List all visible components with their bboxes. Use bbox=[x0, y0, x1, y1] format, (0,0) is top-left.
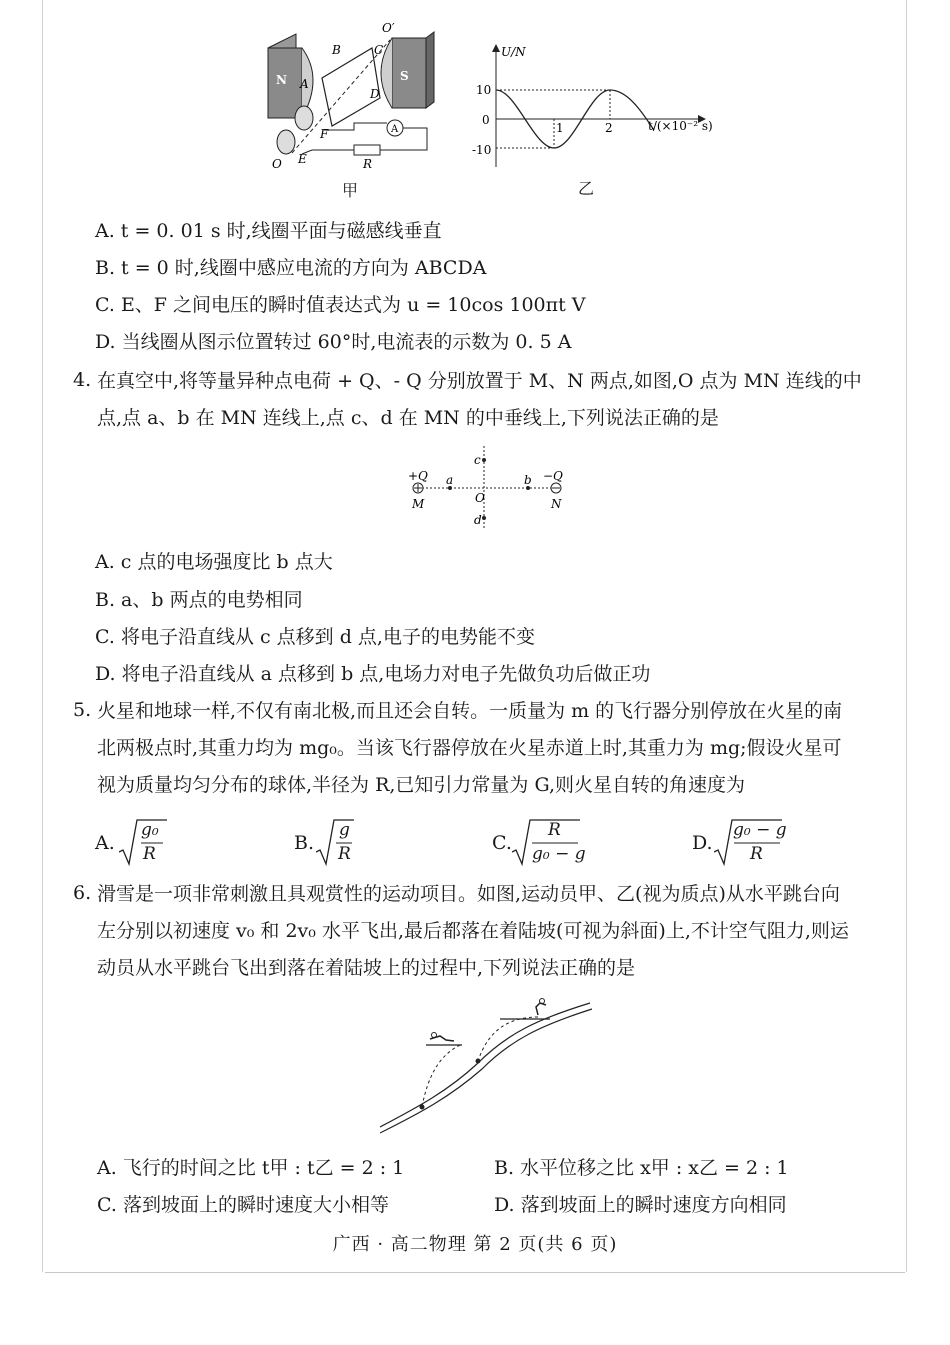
label-R: R bbox=[363, 157, 373, 171]
q5-option-a-num: g₀ bbox=[141, 820, 159, 840]
label-F: F bbox=[320, 127, 329, 141]
ammeter-label: A bbox=[391, 124, 399, 135]
q5-option-b-label: B. bbox=[294, 832, 315, 854]
point-o-label: O bbox=[475, 491, 485, 505]
q3-option-c: C. E、F 之间电压的瞬时值表达式为 u = 10cos 100πt V bbox=[95, 294, 586, 316]
q4-number: 4. bbox=[73, 369, 92, 391]
q4-option-b: B. a、b 两点的电势相同 bbox=[95, 589, 303, 611]
q5-option-c-num: R bbox=[548, 820, 561, 840]
voltage-graph bbox=[470, 42, 720, 177]
q6-option-b: B. 水平位移之比 x甲 : x乙 = 2 : 1 bbox=[494, 1157, 789, 1179]
y-tick-0: 0 bbox=[482, 113, 490, 127]
x-axis-label: t/(×10⁻² s) bbox=[648, 119, 713, 133]
q3-option-b: B. t = 0 时,线圈中感应电流的方向为 ABCDA bbox=[95, 257, 487, 279]
left-margin-line bbox=[42, 0, 43, 1272]
q5-option-b-num: g bbox=[339, 820, 350, 840]
q6-option-a: A. 飞行的时间之比 t甲 : t乙 = 2 : 1 bbox=[97, 1157, 405, 1179]
q6-option-c: C. 落到坡面上的瞬时速度大小相等 bbox=[97, 1194, 389, 1216]
q5-number: 5. bbox=[73, 699, 92, 721]
figure-jia-caption: 甲 bbox=[342, 181, 359, 200]
q4-option-a: A. c 点的电场强度比 b 点大 bbox=[95, 551, 333, 573]
q5-option-d-num: g₀ − g bbox=[733, 820, 787, 840]
q6-number: 6. bbox=[73, 882, 92, 904]
charge-figure bbox=[400, 440, 580, 532]
label-B: B bbox=[332, 43, 341, 57]
label-D: D bbox=[370, 87, 380, 101]
footer-rule bbox=[45, 1272, 905, 1273]
ski-slope-figure bbox=[378, 995, 598, 1135]
label-C: C bbox=[374, 43, 384, 57]
q4-option-c: C. 将电子沿直线从 c 点移到 d 点,电子的电势能不变 bbox=[95, 626, 535, 648]
q5-line-3: 视为质量均匀分布的球体,半径为 R,已知引力常量为 G,则火星自转的角速度为 bbox=[97, 774, 746, 796]
label-N: N bbox=[276, 73, 287, 87]
q6-option-d: D. 落到坡面上的瞬时速度方向相同 bbox=[494, 1194, 787, 1216]
q5-line-1: 火星和地球一样,不仅有南北极,而且还会自转。一质量为 m 的飞行器分别停放在火星的南 bbox=[97, 700, 843, 722]
point-a-label: a bbox=[446, 473, 454, 487]
q5-option-d-den: R bbox=[750, 844, 763, 864]
q6-line-3: 动员从水平跳台飞出到落在着陆坡上的过程中,下列说法正确的是 bbox=[97, 957, 636, 979]
label-A: A bbox=[300, 77, 309, 91]
point-b-label: b bbox=[524, 473, 532, 487]
y-axis-label: U/N bbox=[501, 45, 526, 59]
point-c-label: c bbox=[474, 453, 481, 467]
minus-q-label: −Q bbox=[543, 469, 563, 483]
label-O: O bbox=[272, 157, 282, 171]
y-tick-neg10: -10 bbox=[472, 143, 492, 157]
figure-yi-caption: 乙 bbox=[578, 179, 595, 198]
point-n-label: N bbox=[551, 497, 562, 511]
q5-option-a-label: A. bbox=[95, 832, 115, 854]
q5-option-d-label: D. bbox=[692, 832, 713, 854]
point-m-label: M bbox=[412, 497, 425, 511]
q3-option-d: D. 当线圈从图示位置转过 60°时,电流表的示数为 0. 5 A bbox=[95, 331, 572, 353]
q5-line-2: 北两极点时,其重力均为 mg₀。当该飞行器停放在火星赤道上时,其重力为 mg;假设火星可 bbox=[97, 737, 842, 759]
q5-option-c-label: C. bbox=[492, 832, 512, 854]
q5-option-c-den: g₀ − g bbox=[532, 844, 586, 864]
point-d-label: d bbox=[474, 513, 482, 527]
q3-option-a: A. t = 0. 01 s 时,线圈平面与磁感线垂直 bbox=[95, 220, 442, 242]
plus-q-label: +Q bbox=[408, 469, 428, 483]
label-O-prime: O′ bbox=[382, 21, 395, 35]
q4-line-1: 在真空中,将等量异种点电荷 + Q、- Q 分别放置于 M、N 两点,如图,O 点为 MN 连线的中 bbox=[97, 370, 862, 392]
right-margin-line bbox=[906, 0, 907, 1272]
q6-line-2: 左分别以初速度 v₀ 和 2v₀ 水平飞出,最后都落在着陆坡(可视为斜面)上,不计空气阻力,则运 bbox=[97, 920, 849, 942]
x-tick-2: 2 bbox=[605, 121, 613, 135]
q4-option-d: D. 将电子沿直线从 a 点移到 b 点,电场力对电子先做负功后做正功 bbox=[95, 663, 651, 685]
q4-line-2: 点,点 a、b 在 MN 连线上,点 c、d 在 MN 的中垂线上,下列说法正确的是 bbox=[97, 407, 719, 429]
label-S: S bbox=[400, 69, 409, 83]
q5-option-a-den: R bbox=[143, 844, 156, 864]
q6-line-1: 滑雪是一项非常刺激且具观赏性的运动项目。如图,运动员甲、乙(视为质点)从水平跳台向 bbox=[97, 883, 840, 905]
generator-figure bbox=[262, 18, 442, 178]
q5-option-b-den: R bbox=[338, 844, 351, 864]
label-E: E bbox=[298, 152, 307, 166]
x-tick-1: 1 bbox=[556, 121, 564, 135]
y-tick-10: 10 bbox=[476, 83, 492, 97]
page-footer: 广西 · 高二物理 第 2 页(共 6 页) bbox=[332, 1234, 618, 1255]
